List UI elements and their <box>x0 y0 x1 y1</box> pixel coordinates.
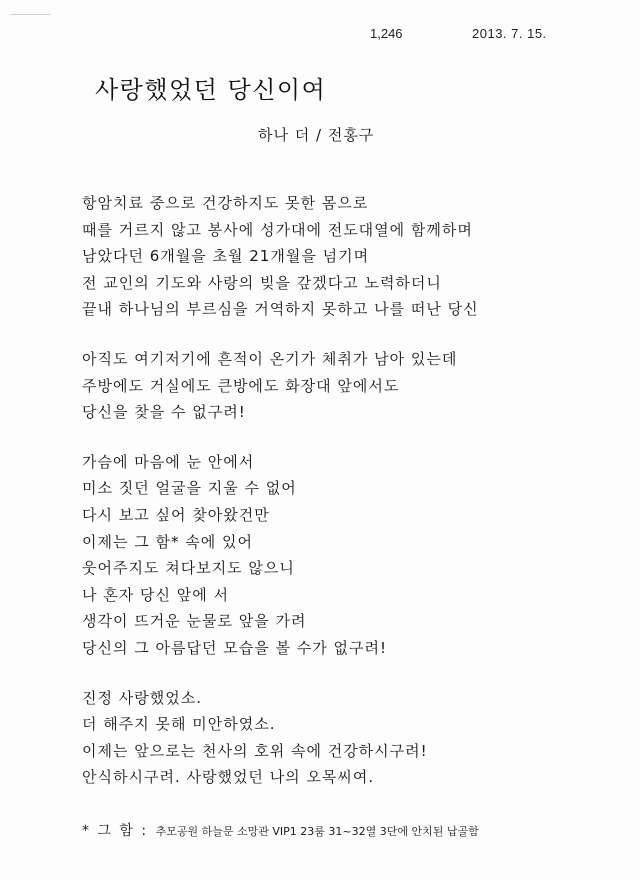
poem-line: 생각이 뜨거운 눈물로 앞을 가려 <box>82 612 307 631</box>
stanza-4 <box>82 685 602 791</box>
poem-line: 다시 보고 싶어 찾아왔건만 <box>82 505 270 524</box>
scan-artifact <box>10 14 50 15</box>
poem-line: 아직도 여기저기에 흔적이 온기가 체취가 남아 있는데 <box>82 349 458 368</box>
poem-line: 당신을 찾을 수 없구려! <box>82 403 246 422</box>
poem-line: 나 혼자 당신 앞에 서 <box>82 585 229 604</box>
poem-line: 더 해주지 못해 미안하였소. <box>82 715 276 734</box>
poem-line: 때를 거르지 않고 봉사에 성가대에 전도대열에 함께하며 <box>82 220 473 239</box>
document-header <box>0 26 640 44</box>
poem-line: 이제는 그 함* 속에 있어 <box>82 532 253 551</box>
stanza-1 <box>82 190 602 323</box>
stanza-2 <box>82 346 602 426</box>
poem-line: 전 교인의 기도와 사랑의 빚을 갚겠다고 노력하더니 <box>82 273 442 292</box>
footnote-marker: * 그 함 : <box>82 823 149 839</box>
poem-line: 진정 사랑했었소. <box>82 688 202 707</box>
page-number: 1,246 <box>370 26 403 41</box>
poem-author-line: 하나 더 / 전홍구 <box>258 126 375 144</box>
poem-line: 웃어주지도 쳐다보지도 않으니 <box>82 559 295 578</box>
poem-line: 당신의 그 아름답던 모습을 볼 수가 없구려! <box>82 638 387 657</box>
poem-line: 가슴에 마음에 눈 안에서 <box>82 452 255 471</box>
poem-line: 남았다던 6개월을 초월 21개월을 넘기며 <box>82 247 370 266</box>
footnote <box>82 820 479 840</box>
poem-line: 주방에도 거실에도 큰방에도 화장대 앞에서도 <box>82 376 400 395</box>
document-date: 2013. 7. 15. <box>472 26 547 41</box>
stanza-3 <box>82 449 602 662</box>
poem-body <box>82 190 602 814</box>
poem-title: 사랑했었던 당신이여 <box>95 76 327 104</box>
poem-line: 항암치료 중으로 건강하지도 못한 몸으로 <box>82 194 369 212</box>
footnote-text: 추모공원 하늘문 소망관 VIP1 23룸 31~32열 3단에 안치된 납골함 <box>155 825 479 838</box>
poem-line: 안식하시구려. 사랑했었던 나의 오목씨여. <box>82 768 375 787</box>
poem-line: 이제는 앞으로는 천사의 호위 속에 건강하시구려! <box>82 741 428 760</box>
poem-line: 미소 짓던 얼굴을 지울 수 없어 <box>82 479 297 498</box>
poem-line: 끝내 하나님의 부르심을 거역하지 못하고 나를 떠난 당신 <box>82 300 479 319</box>
